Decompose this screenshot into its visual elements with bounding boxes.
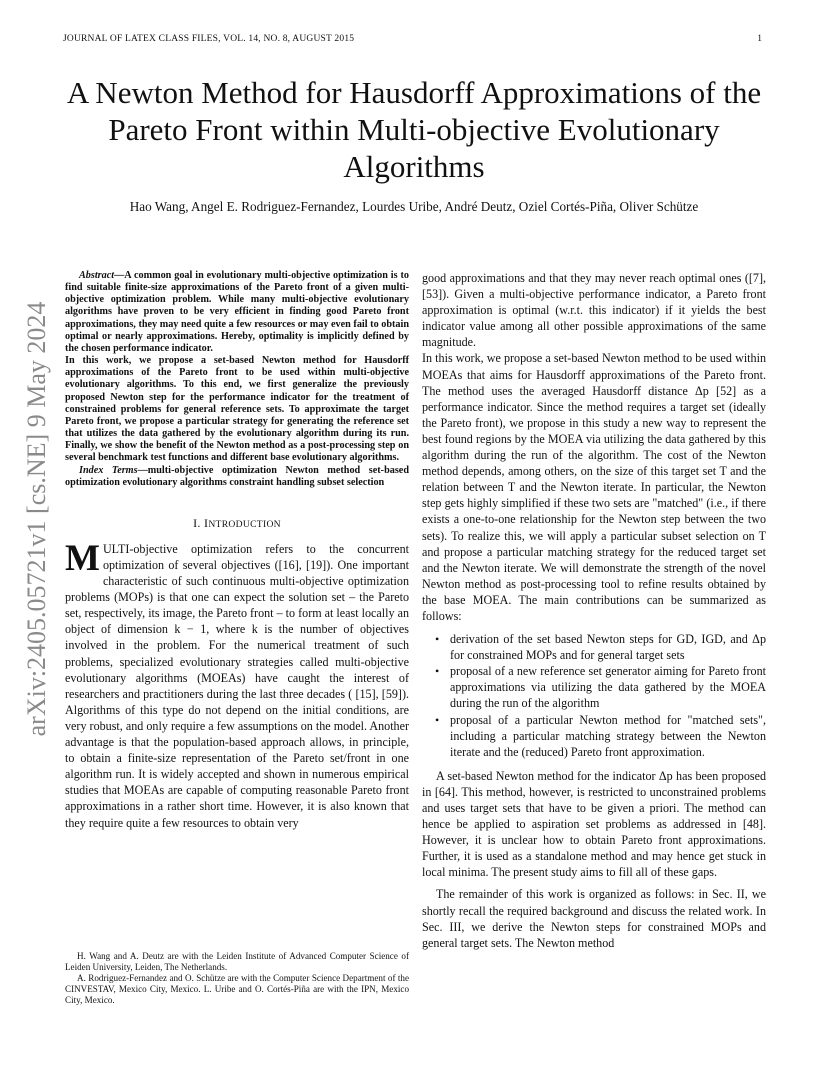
section-heading-introduction	[65, 515, 409, 533]
footnote-1: H. Wang and A. Deutz are with the Leiden Institute of Advanced Computer Science of Leiden University, Leiden, The Netherlands.	[65, 951, 409, 972]
right-paragraph-3: A set-based Newton method for the indicator Δp has been proposed in [64]. This method, however, is restricted to unconstrained problems and uses target sets that have to be given a priori. The method can hence be applied to aspiration set problems as addressed in [48]. However, it is unclear how to obtain Pareto front approximations. Further, it is used as a standalone method and may hence get stuck in local minima. The present study aims to fill all of these gaps.	[422, 768, 766, 880]
abstract-paragraph-1	[65, 270, 409, 355]
list-item	[422, 663, 766, 711]
list-item	[422, 631, 766, 663]
running-head: JOURNAL OF LATEX CLASS FILES, VOL. 14, NO. 8, AUGUST 2015	[63, 34, 355, 44]
index-terms	[65, 465, 409, 489]
list-item-text: derivation of the set based Newton steps for GD, IGD, and Δp for constrained MOPs and for general target sets	[450, 632, 766, 663]
bullet-icon: •	[435, 664, 440, 679]
intro-text-1: ULTI-objective optimization refers to the concurrent optimization of several objectives ([16], [19]). One important characteristic of such continuous multi-objective optimization problems (MOPs) is that one can expect the solution set – the Pareto set, respectively, its image, the Pareto front – to form at least locally an object of dimension k − 1, where k is the number of objectives involved in the problem. For the numerical treatment of such problems, specialized evolutionary strategies called multi-objective evolutionary algorithms (MOEAs) have caught the interest of researchers and practitioners during the last three decades ( [15], [59]). Algorithms of this type do not depend on the initial conditions, are very robust, and only require a few assumptions on the model. Another advantage is that the population-based approach allows, in principle, to obtain a finite-size representation of the Pareto set/front in one algorithm run. It is widely accepted and shown in numerous empirical studies that MOEAs are capable of computing reasonable Pareto front approximations in a rather short time. However, it is also known that they require quite a few resources to obtain very	[65, 541, 409, 830]
author-list: Hao Wang, Angel E. Rodriguez-Fernandez, Lourdes Uribe, André Deutz, Oziel Cortés-Piña, Oliver Schütze	[129, 199, 699, 214]
abstract-text-1: —A common goal in evolutionary multi-objective optimization is to find suitable finite-size approximations of the Pareto front of a given multi-objective optimization problem. While many multi-objective evolutionary algorithms have proven to be very efficient in finding good Pareto front approximations, they may need quite a few resources or may even fail to obtain optimal or nearly approximations. Hereby, optimality is implicitly defined by the chosen performance indicator.	[65, 270, 409, 354]
index-terms-label: Index Terms	[79, 464, 138, 476]
right-paragraph-4: The remainder of this work is organized as follows: in Sec. II, we shortly recall the required background and discuss the related work. In Sec. III, we derive the Newton steps for constrained MOPs and general target sets. The Newton method	[422, 887, 766, 950]
section-title-rest: NTRODUCTION	[208, 518, 281, 530]
abstract-paragraph-2: In this work, we propose a set-based Newton method for Hausdorff approximations of the Pareto front to be used within multi-objective evolutionary algorithms. To this end, we first generalize the previously proposed Newton step for the performance indicator for the treatment of constrained problems for general reference sets. To approximate the target Pareto front, we propose a particular strategy for generating the reference set that utilizes the data gathered by the evolutionary algorithm during its run. Finally, we show the benefit of the Newton method as a post-processing step on several benchmark test functions and different base evolutionary algorithms.	[65, 355, 409, 464]
list-item-text: proposal of a particular Newton method for "matched sets", including a particular matching strategy between the Newton iterate and the (reduced) Pareto front approximation.	[450, 712, 766, 759]
index-terms-text: —multi-objective optimization Newton method set-based optimization evolutionary algorithms constraint handling subset selection	[65, 464, 409, 488]
abstract-label: Abstract	[79, 270, 115, 281]
right-paragraph-1: good approximations and that they may never reach optimal ones ([7], [53]). Given a multi-objective performance indicator, a Pareto front approximation is optimal (w.r.t. this indicator) if it yields the best indicator value among all other possible approximations of the same magnitude.	[422, 271, 766, 350]
page-number: 1	[757, 34, 762, 44]
right-paragraph-2: In this work, we propose a set-based Newton method to be used within MOEAs that aims for Hausdorff approximations of the Pareto front. The method uses the averaged Hausdorff distance Δp [52] as a performance indicator. Since the method requires a target set (ideally the Pareto front), we propose in this study a new way to represent the best found regions by the MOEA via utilizing the data gathered by this algorithm during the run of the algorithm. The cost of the Newton method depends, among others, on the size of this target set T and the relation between T and the Newton iterate. In particular, the Newton step gets highly simplified if these two sets are "matched" (i.e., if there exists a one-to-one relationship for the Newton step between the two sets). To realize this, we will apply a particular subset selection on T and propose a particular matching strategy for the reduced target set and the Newton iterate. We will demonstrate the strength of the novel Newton method as post-processing tool to refine results obtained by the base MOEA. The main contributions can be summarized as follows:	[422, 351, 766, 623]
abstract	[65, 270, 409, 489]
section-title-initial: I	[204, 515, 209, 530]
arxiv-stamp-text: arXiv:2405.05721v1 [cs.NE] 9 May 2024	[22, 301, 51, 737]
section-number: I.	[193, 515, 201, 530]
drop-cap: M	[65, 537, 100, 579]
contributions-list	[422, 631, 766, 760]
left-column	[65, 270, 409, 831]
list-item	[422, 712, 766, 760]
right-column	[422, 270, 766, 951]
list-item-text: proposal of a new reference set generator aiming for Pareto front approximations via utilizing the data gathered by the MOEA during the run of the algorithm	[450, 664, 766, 711]
footnote-2: A. Rodriguez-Fernandez and O. Schütze are with the Computer Science Department of the CINVESTAV, Mexico City, Mexico. L. Uribe and O. Cortés-Piña are with the IPN, Mexico City, Mexico.	[65, 973, 409, 1005]
paper-title: A Newton Method for Hausdorff Approximations of the Pareto Front within Multi-objective Evolutionary Algorithms	[66, 75, 762, 184]
intro-paragraph-1	[65, 537, 409, 831]
bullet-icon: •	[435, 632, 440, 647]
bullet-icon: •	[435, 712, 440, 727]
arxiv-stamp	[6, 284, 68, 754]
affiliation-footnotes	[65, 951, 409, 1006]
